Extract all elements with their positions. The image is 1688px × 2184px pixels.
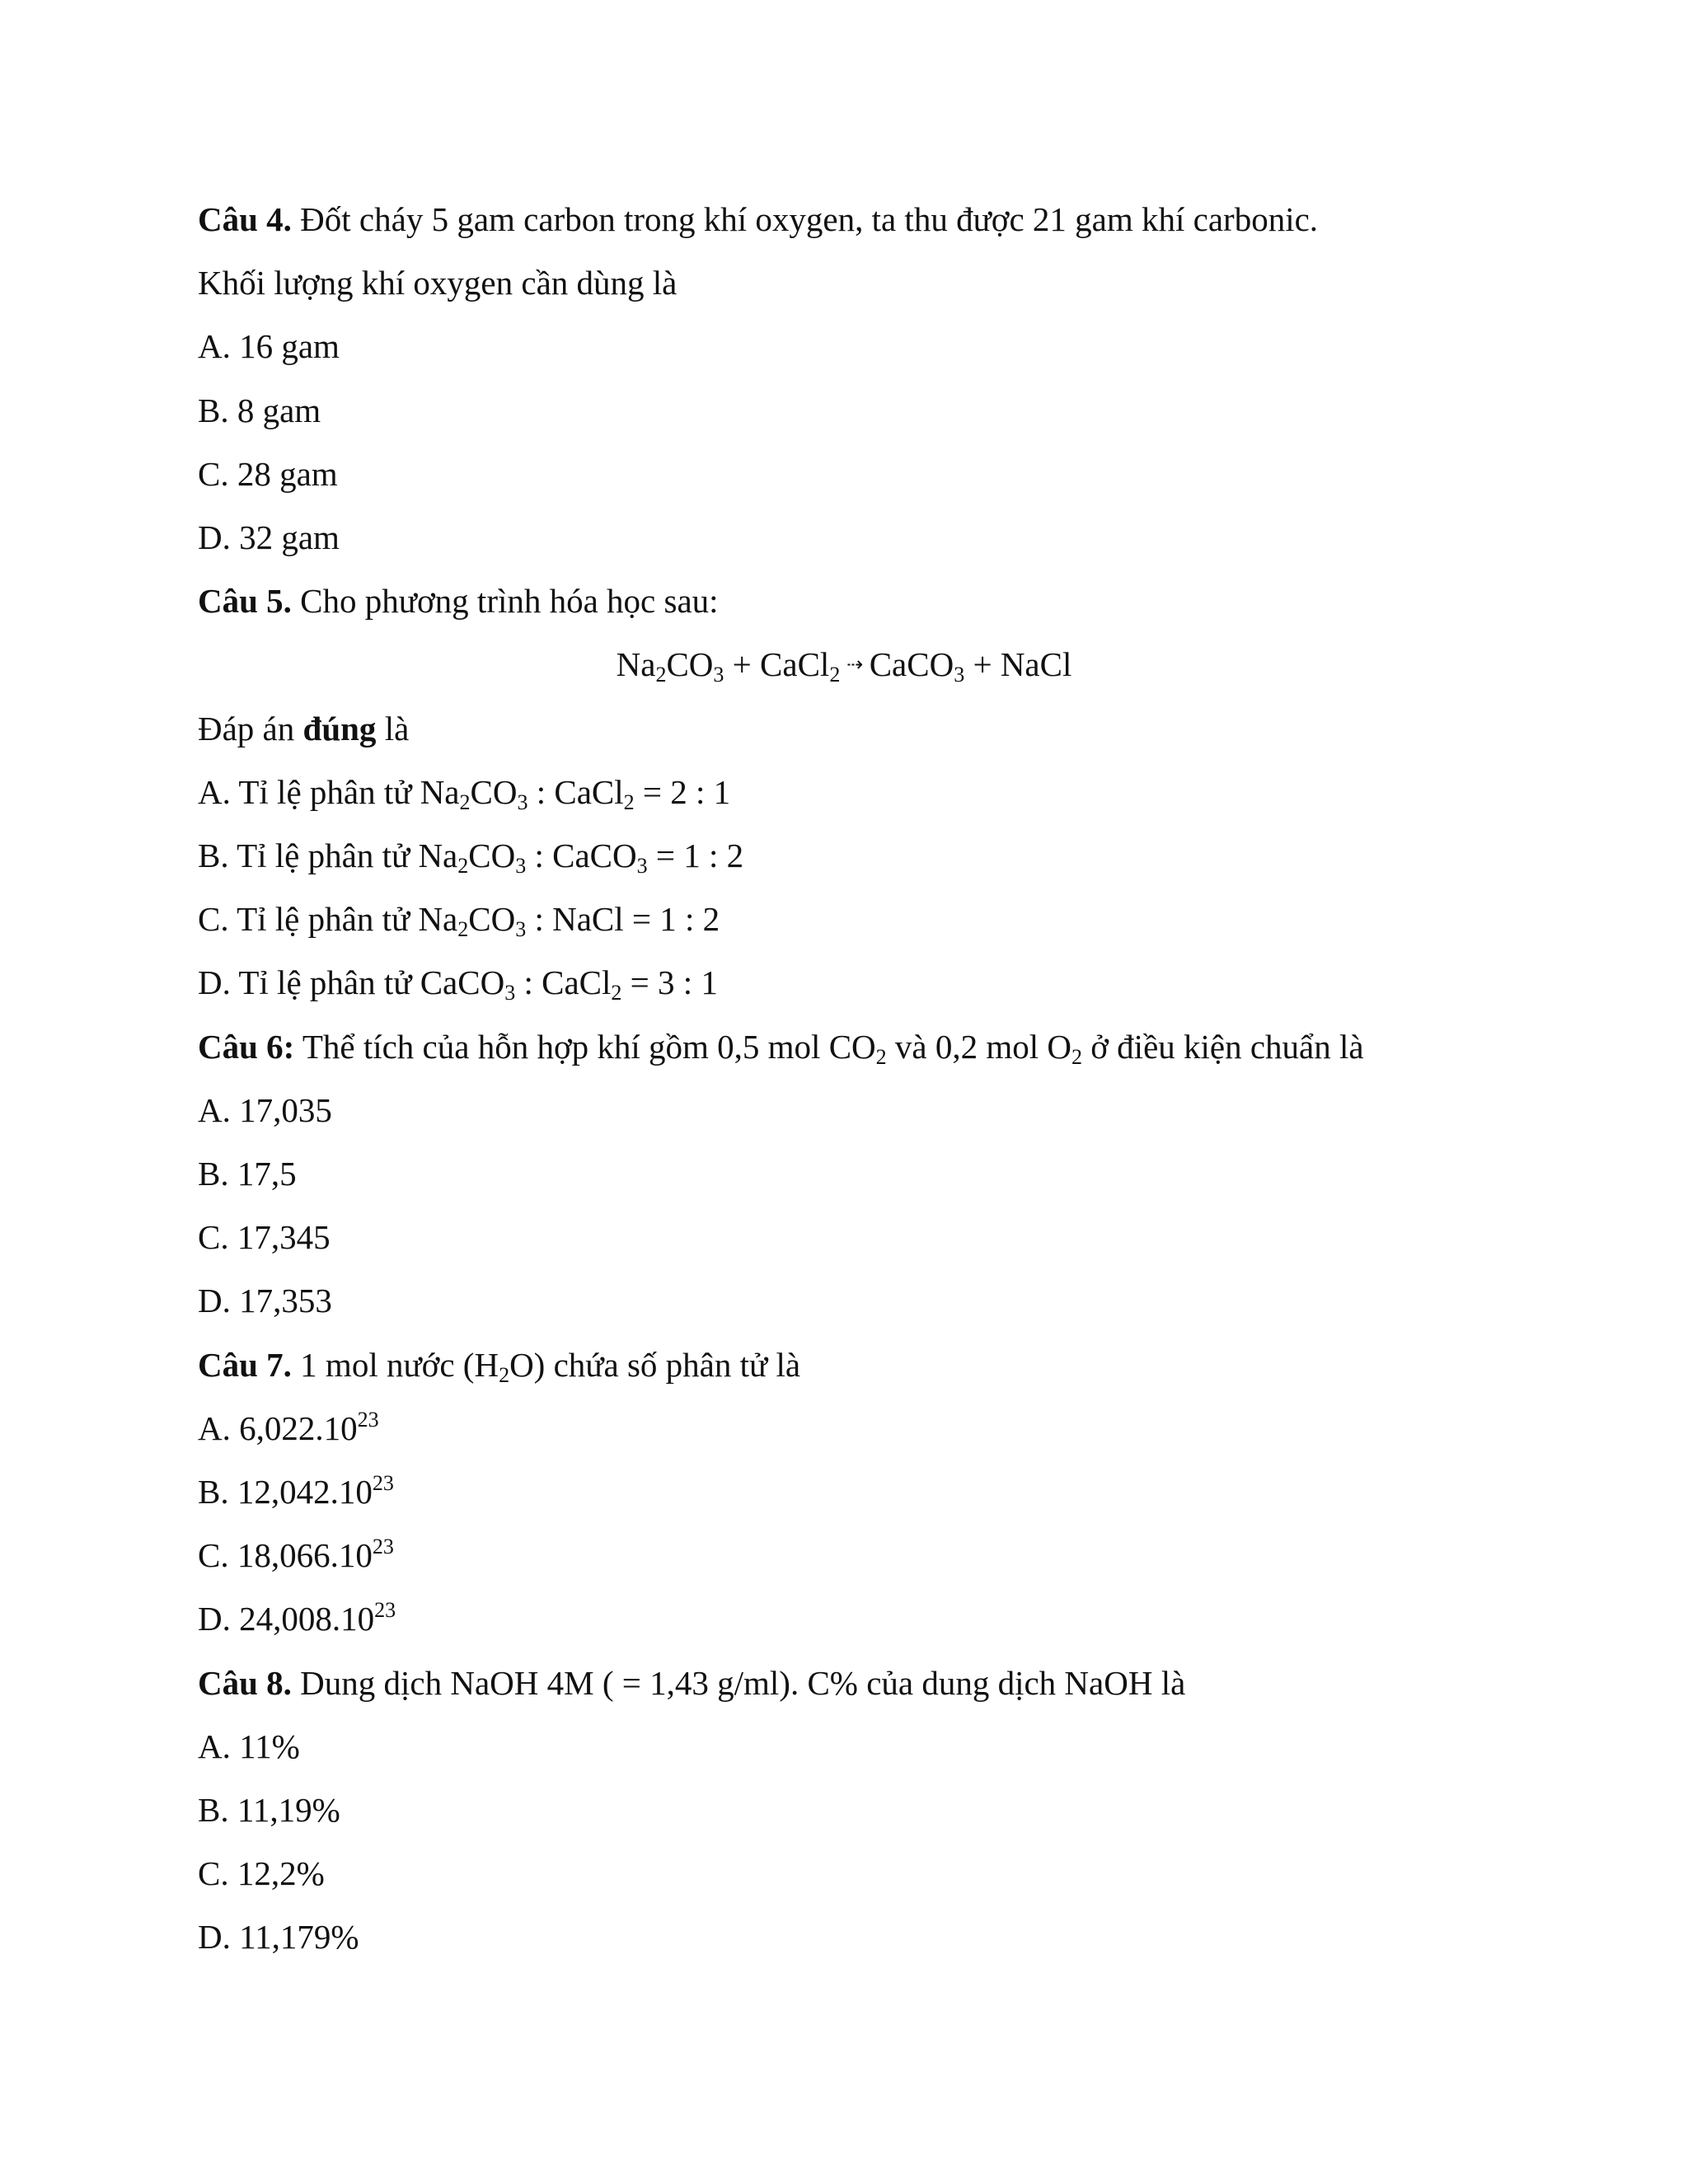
question-6-option-c: C. 17,345 [198, 1218, 331, 1256]
question-4-text: Câu 4. Đốt cháy 5 gam carbon trong khí oxygen, ta thu được 21 gam khí carbonic. [198, 200, 1319, 238]
question-8-text: Câu 8. Dung dịch NaOH 4M ( = 1,43 g/ml). C% của dung dịch NaOH là [198, 1664, 1186, 1702]
question-5-option-a: A. Tỉ lệ phân tử $Na_2CO_3$ : CaCl$_2$ = 2 : 1 [198, 773, 731, 814]
question-5-option-d: D. Tỉ lệ phân tử CaCO$_3$ : CaCl$_2$ = 3 : 1 [198, 963, 718, 1005]
question-7-text: Câu 7. 1 mol nước $(H_2O)$ chứa số phân tử là [198, 1346, 801, 1387]
question-4-label: Câu 4. [198, 200, 292, 238]
question-6-option-d: D. 17,353 [198, 1282, 332, 1319]
question-8-label: Câu 8. [198, 1664, 292, 1702]
question-7-option-c: C. 18,066.10$^{23}$ [198, 1535, 394, 1574]
question-4-option-b: B. 8 gam [198, 391, 321, 429]
question-8-option-b: B. 11,19% [198, 1791, 340, 1829]
question-6-option-a: A. 17,035 [198, 1091, 332, 1129]
question-7-label: Câu 7. [198, 1346, 292, 1384]
question-4-option-a: A. 16 gam [198, 327, 340, 365]
chemical-equation: $Na_2CO_3$ + CaCl$_2$ ⇢ CaCO$_3$ + NaCl [616, 645, 1072, 687]
question-5-option-b: B. Tỉ lệ phân tử $Na_2CO_3$ : CaCO$_3$ = 1 : 2 [198, 837, 744, 878]
question-6-label: Câu 6: [198, 1028, 295, 1066]
question-5-label: Câu 5. [198, 582, 292, 620]
question-6-option-b: B. 17,5 [198, 1155, 297, 1193]
question-7-option-a: A. 6,022.10$^{23}$ [198, 1408, 379, 1447]
question-7-option-d: D. 24,008.10$^{23}$ [198, 1598, 396, 1638]
question-7-option-b: B. 12,042.10$^{23}$ [198, 1471, 394, 1511]
question-5-text: Câu 5. Cho phương trình hóa học sau: [198, 582, 719, 620]
question-8-option-c: C. 12,2% [198, 1854, 325, 1892]
question-8-option-d: D. 11,179% [198, 1918, 359, 1956]
question-5-option-c: C. Tỉ lệ phân tử $Na_2CO_3$ : NaCl = 1 : 2 [198, 900, 720, 941]
question-5-answer-prompt: Đáp án đúng là [198, 710, 410, 748]
question-4-option-c: C. 28 gam [198, 455, 338, 493]
question-4-text-cont: Khối lượng khí oxygen cần dùng là [198, 264, 678, 302]
question-4-option-d: D. 32 gam [198, 518, 340, 556]
reaction-arrow-icon: ⇢ [840, 653, 870, 676]
question-8-option-a: A. 11% [198, 1727, 300, 1765]
question-6-text: Câu 6: Thể tích của hỗn hợp khí gồm 0,5 mol $CO_2$ và 0,2 mol $O_2$ ở điều kiện chuẩn là [198, 1028, 1364, 1069]
